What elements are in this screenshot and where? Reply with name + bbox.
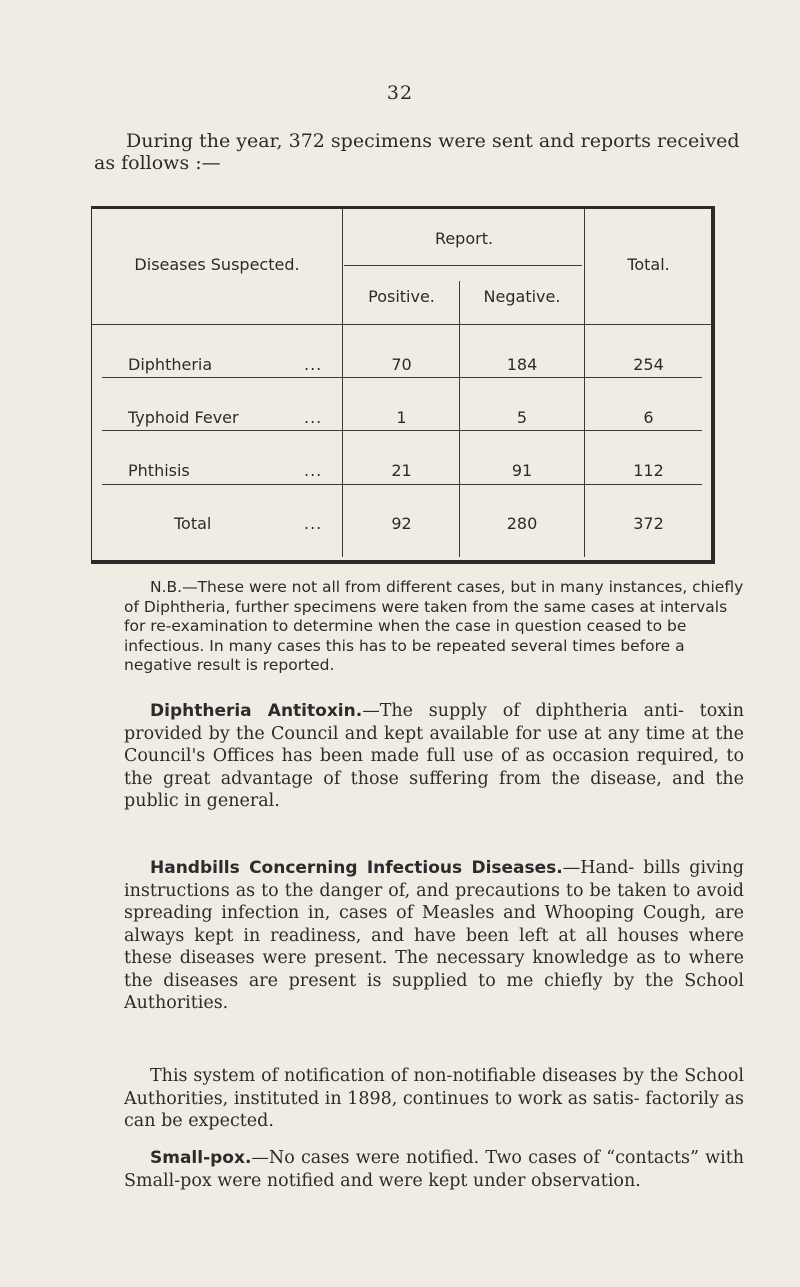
row-negative: 91 xyxy=(511,461,533,480)
header-total: Total. xyxy=(627,255,670,274)
col-rule-1 xyxy=(342,209,343,557)
row-rule-3 xyxy=(102,484,702,485)
intro-text: During the year, 372 specimens were sent and reports received as follows :— xyxy=(94,130,740,174)
row-leader-dots: ... xyxy=(304,355,323,374)
row-total: 6 xyxy=(643,408,654,427)
header-negative: Negative. xyxy=(483,287,561,306)
row-negative: 5 xyxy=(516,408,528,427)
report-rule xyxy=(344,265,582,266)
total-row-label: Total xyxy=(174,514,212,533)
smallpox-heading: Small-pox. xyxy=(150,1148,252,1168)
row-leader-dots: ... xyxy=(304,408,323,427)
header-report: Report. xyxy=(434,229,494,248)
row-leader-dots: ... xyxy=(304,514,323,533)
intro-paragraph xyxy=(94,130,744,174)
row-total: 112 xyxy=(633,461,664,480)
row-rule-1 xyxy=(102,377,702,378)
total-total: 372 xyxy=(633,514,664,533)
row-total: 254 xyxy=(633,355,664,374)
antitoxin-text: —The supply of diphtheria anti- toxin provided by the Council and kept available for use at any time at the Council's Offices has been made full use of as occasion required, to the great advantage of those suffering from the disease, and the public in general. xyxy=(124,701,744,811)
section-system xyxy=(124,1065,744,1133)
total-positive: 92 xyxy=(391,514,412,533)
row-positive: 70 xyxy=(391,355,412,374)
handbills-text: —Hand- bills giving instructions as to the danger of, and precautions to be taken to avoid spreading infection in, cases of Measles and Whooping Cough, are always kept in readiness, and have been left at all houses where these diseases were present. The necessary knowledge as to where the diseases are present is supplied to me chiefly by the School Authorities. xyxy=(124,858,745,1013)
section-smallpox xyxy=(124,1147,744,1192)
page-number: 32 xyxy=(386,82,414,104)
smallpox-text: —No cases were notified. Two cases of “contacts” with Small-pox were notified and were kept under observation. xyxy=(124,1148,744,1191)
total-negative: 280 xyxy=(506,514,538,533)
row-disease: Typhoid Fever xyxy=(128,408,239,427)
antitoxin-heading: Diphtheria Antitoxin. xyxy=(150,701,363,721)
specimens-table xyxy=(91,206,715,564)
header-positive: Positive. xyxy=(368,287,435,306)
row-positive: 1 xyxy=(396,408,407,427)
handbills-heading: Handbills Concerning Infectious Diseases. xyxy=(150,858,563,878)
nb-note-text: N.B.—These were not all from different cases, but in many instances, chiefly of Diphtheria, further specimens were taken from the same cases at intervals for re-examination to determine when the case in question ceased to be infectious. In many cases this has to be repeated several times before a negative result is reported. xyxy=(124,578,744,674)
system-text: This system of notification of non-notifiable diseases by the School Authorities, instituted in 1898, continues to work as satis- factorily as can be expected. xyxy=(124,1066,744,1131)
header-disease: Diseases Suspected. xyxy=(134,255,300,274)
section-antitoxin xyxy=(124,700,744,813)
row-disease: Phthisis xyxy=(128,461,190,480)
row-leader-dots: ... xyxy=(304,461,323,480)
row-positive: 21 xyxy=(391,461,412,480)
row-disease: Diphtheria xyxy=(128,355,213,374)
row-rule-2 xyxy=(102,430,702,431)
row-negative: 184 xyxy=(506,355,538,374)
nb-note xyxy=(124,578,744,676)
section-handbills xyxy=(124,857,744,1015)
header-rule xyxy=(92,324,712,325)
